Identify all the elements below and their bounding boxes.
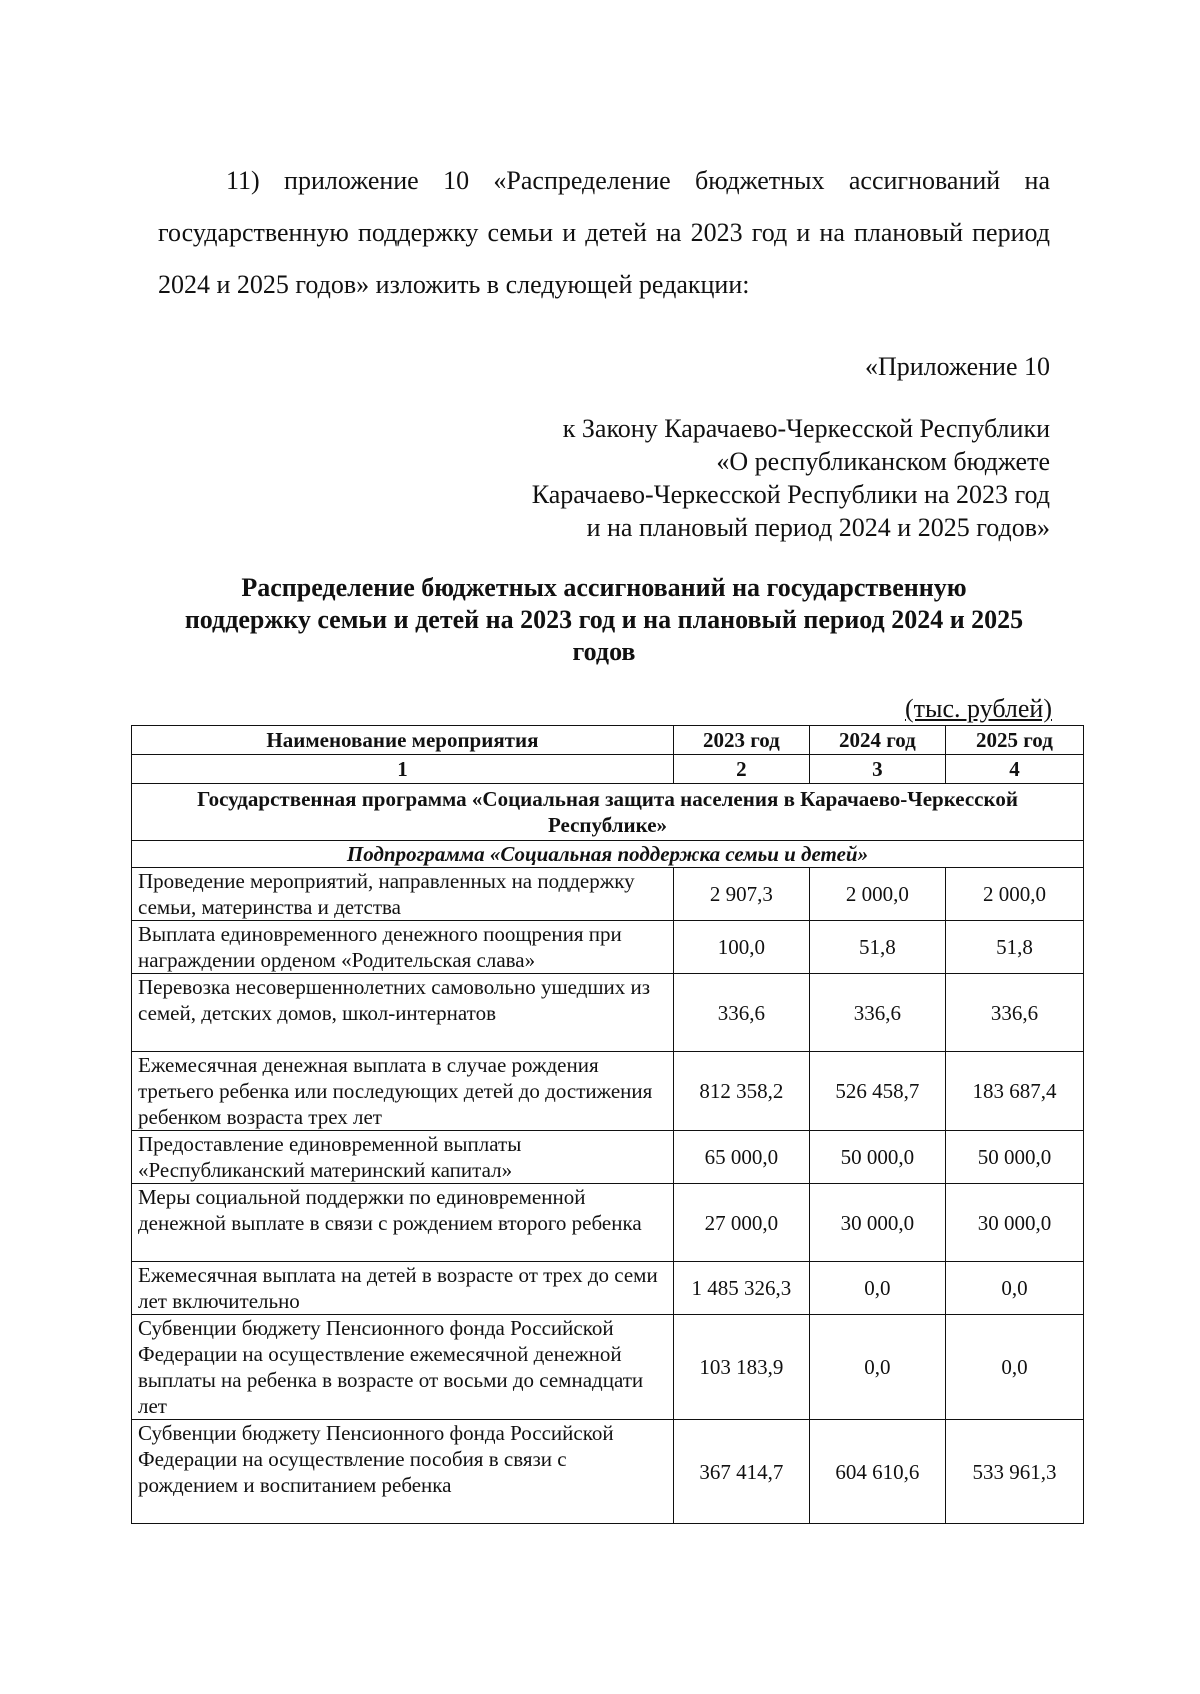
budget-table	[131, 725, 1084, 1524]
value-2024: 2 000,0	[809, 868, 945, 921]
intro-text: 11) приложение 10 «Распределение бюджетных ассигнований на государственную поддержку семьи и детей на 2023 год и на плановый период 2024 и 2025 годов» изложить в следующей редакции:	[158, 166, 1050, 299]
program-row	[132, 784, 1084, 841]
value-2023: 65 000,0	[673, 1131, 809, 1184]
row-name: Субвенции бюджету Пенсионного фонда Российской Федерации на осуществление ежемесячной денежной выплаты на ребенка в возрасте от восьми до семнадцати лет	[132, 1315, 674, 1420]
value-2023: 812 358,2	[673, 1052, 809, 1131]
row-name: Меры социальной поддержки по единовременной денежной выплате в связи с рождением второго ребенка	[132, 1184, 674, 1262]
value-2023: 2 907,3	[673, 868, 809, 921]
appendix-title: «Приложение 10	[864, 352, 1050, 381]
document-title	[160, 572, 1048, 668]
header-2024: 2024 год	[809, 726, 945, 755]
appendix-ref-line: и на плановый период 2024 и 2025 годов»	[586, 513, 1050, 542]
subprogram-title: Подпрограмма «Социальная поддержка семьи и детей»	[132, 841, 1084, 868]
table-row	[132, 1262, 1084, 1315]
value-2023: 367 414,7	[673, 1420, 809, 1524]
value-2023: 27 000,0	[673, 1184, 809, 1262]
table-body	[132, 755, 1084, 1524]
header-name: Наименование мероприятия	[132, 726, 674, 755]
value-2025: 336,6	[945, 974, 1083, 1052]
table-row	[132, 1052, 1084, 1131]
row-name: Субвенции бюджету Пенсионного фонда Российской Федерации на осуществление пособия в связи с рождением и воспитанием ребенка	[132, 1420, 674, 1524]
value-2024: 336,6	[809, 974, 945, 1052]
value-2024: 51,8	[809, 921, 945, 974]
value-2024: 50 000,0	[809, 1131, 945, 1184]
table-row	[132, 1420, 1084, 1524]
appendix-ref-line: Карачаево-Черкесской Республики на 2023 год	[531, 480, 1050, 509]
column-number: 4	[945, 755, 1083, 784]
value-2023: 100,0	[673, 921, 809, 974]
document-title-line: Распределение бюджетных ассигнований на государственную	[241, 573, 967, 602]
table-row	[132, 1315, 1084, 1420]
column-number: 3	[809, 755, 945, 784]
intro-paragraph	[158, 155, 1050, 311]
row-name: Перевозка несовершеннолетних самовольно ушедших из семей, детских домов, школ-интернатов	[132, 974, 674, 1052]
program-title: Государственная программа «Социальная защита населения в Карачаево-Черкесской Республике»	[132, 784, 1084, 841]
value-2023: 1 485 326,3	[673, 1262, 809, 1315]
column-number: 2	[673, 755, 809, 784]
value-2024: 604 610,6	[809, 1420, 945, 1524]
appendix-reference	[532, 412, 1050, 544]
value-2025: 50 000,0	[945, 1131, 1083, 1184]
table-row	[132, 921, 1084, 974]
value-2024: 30 000,0	[809, 1184, 945, 1262]
table-row	[132, 1184, 1084, 1262]
row-name: Предоставление единовременной выплаты «Республиканский материнский капитал»	[132, 1131, 674, 1184]
value-2024: 0,0	[809, 1262, 945, 1315]
value-2023: 336,6	[673, 974, 809, 1052]
column-number: 1	[132, 755, 674, 784]
document-title-line: годов	[572, 637, 636, 666]
units-label: (тыс. рублей)	[904, 694, 1052, 723]
table-header-row	[132, 726, 1084, 755]
value-2025: 2 000,0	[945, 868, 1083, 921]
value-2025: 533 961,3	[945, 1420, 1083, 1524]
appendix-ref-line: «О республиканском бюджете	[716, 447, 1050, 476]
row-name: Ежемесячная денежная выплата в случае рождения третьего ребенка или последующих детей до достижения ребенком возраста трех лет	[132, 1052, 674, 1131]
value-2024: 526 458,7	[809, 1052, 945, 1131]
value-2025: 0,0	[945, 1315, 1083, 1420]
header-2023: 2023 год	[673, 726, 809, 755]
value-2024: 0,0	[809, 1315, 945, 1420]
table-row	[132, 1131, 1084, 1184]
table-row	[132, 868, 1084, 921]
appendix-ref-line: к Закону Карачаево-Черкесской Республики	[562, 414, 1050, 443]
document-title-line: поддержку семьи и детей на 2023 год и на плановый период 2024 и 2025	[184, 605, 1024, 634]
row-name: Проведение мероприятий, направленных на поддержку семьи, материнства и детства	[132, 868, 674, 921]
value-2023: 103 183,9	[673, 1315, 809, 1420]
value-2025: 51,8	[945, 921, 1083, 974]
value-2025: 183 687,4	[945, 1052, 1083, 1131]
value-2025: 30 000,0	[945, 1184, 1083, 1262]
subprogram-row	[132, 841, 1084, 868]
table-row	[132, 974, 1084, 1052]
row-name: Выплата единовременного денежного поощрения при награждении орденом «Родительская слава»	[132, 921, 674, 974]
header-2025: 2025 год	[945, 726, 1083, 755]
value-2025: 0,0	[945, 1262, 1083, 1315]
column-number-row	[132, 755, 1084, 784]
row-name: Ежемесячная выплата на детей в возрасте от трех до семи лет включительно	[132, 1262, 674, 1315]
